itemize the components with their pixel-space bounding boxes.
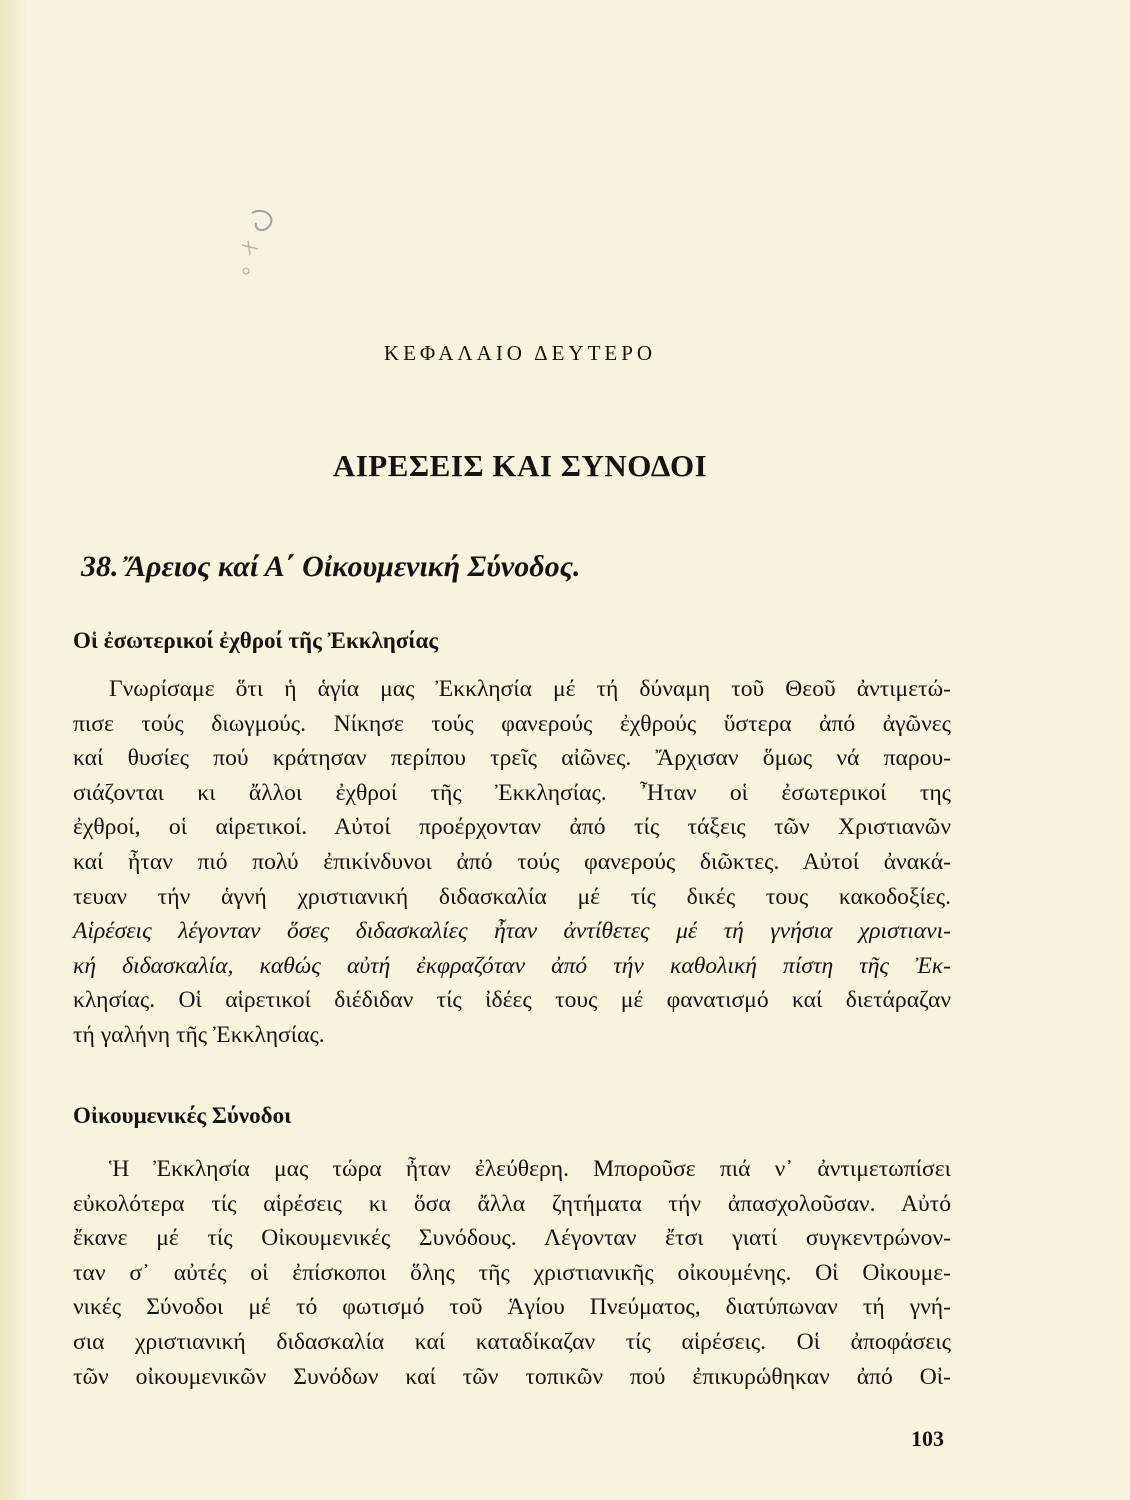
page-number: 103 [911,1426,944,1451]
text-line: κλησίας. Οἱ αἱρετικοί διέδιδαν τίς ἰδέες τους μέ φανατισμό καί διετάραζαν [73,987,951,1014]
text-line: ταν σ᾽ αὐτές οἱ ἐπίσκοποι ὅλης τῆς χριστιανικῆς οἰκουμένης. Οἱ Οἰκουμε- [73,1259,951,1286]
text-line: Γνωρίσαμε ὅτι ἡ ἁγία μας Ἐκκλησία μέ τή δύναμη τοῦ Θεοῦ ἀντιμετώ- [109,676,951,702]
section-heading: 38. Ἄρειος καί Α΄ Οἰκουμενική Σύνοδος. [81,550,581,583]
page-gutter-shadow [0,0,28,1500]
text-line: τευαν τήν ἁγνή χριστιανική διδασκαλία μέ τίς δικές τους κακοδοξίες. [73,883,951,910]
text-line-italic: Αἱρέσεις λέγονταν ὅσες διδασκαλίες ἦταν ἀντίθετες μέ τή γνήσια χριστιανι- [73,918,951,945]
text-line: πισε τούς διωγμούς. Νίκησε τούς φανερούς ἐχθρούς ὕστερα ἀπό ἀγῶνες [73,710,951,737]
subsection-heading-ecumenical-councils: Οἰκουμενικές Σύνοδοι [73,1103,292,1128]
paragraph-ecumenical-councils [73,1152,951,1394]
text-line: σιάζονται κι ἄλλοι ἐχθροί τῆς Ἐκκλησίας. Ἦταν οἱ ἐσωτερικοί της [73,779,951,806]
ink-mark-decoration [232,205,282,275]
text-line-italic: κή διδασκαλία, καθώς αὐτή ἐκφραζόταν ἀπό τήν καθολική πίστη τῆς Ἐκ- [73,952,951,979]
text-line: τῶν οἰκουμενικῶν Συνόδων καί τῶν τοπικῶν πού ἐπικυρώθηκαν ἀπό Οἰ- [73,1363,951,1390]
text-line: ἔκανε μέ τίς Οἰκουμενικές Συνόδους. Λέγονταν ἔτσι γιατί συγκεντρώνον- [73,1225,951,1252]
text-line: καί θυσίες πού κράτησαν περίπου τρεῖς αἰῶνες. Ἄρχισαν ὅμως νά παρου- [73,745,951,772]
chapter-title: ΑΙΡΕΣΕΙΣ ΚΑΙ ΣΥΝΟΔΟΙ [332,448,708,483]
subsection-heading-internal-enemies: Οἱ ἐσωτερικοί ἐχθροί τῆς Ἐκκλησίας [73,628,439,653]
text-line: τή γαλήνη τῆς Ἐκκλησίας. [73,1021,325,1048]
text-line: σια χριστιανική διδασκαλία καί καταδίκαζαν τίς αἱρέσεις. Οἱ ἀποφάσεις [73,1328,951,1355]
paragraph-internal-enemies [73,672,951,1053]
text-line: καί ἦταν πιό πολύ ἐπικίνδυνοι ἀπό τούς φανερούς διῶκτες. Αὐτοί ἀνακά- [73,848,951,875]
text-line: νικές Σύνοδοι μέ τό φωτισμό τοῦ Ἁγίου Πνεύματος, διατύπωναν τή γνή- [73,1294,951,1321]
text-line: εὐκολότερα τίς αἱρέσεις κι ὅσα ἄλλα ζητήματα τήν ἀπασχολοῦσαν. Αὐτό [73,1190,951,1217]
chapter-label: ΚΕΦΑΛΑΙΟ ΔΕΥΤΕΡΟ [383,341,657,365]
text-line: ἐχθροί, οἱ αἱρετικοί. Αὐτοί προέρχονταν ἀπό τίς τάξεις τῶν Χριστιανῶν [73,814,951,841]
text-line: Ἡ Ἐκκλησία μας τώρα ἦταν ἐλεύθερη. Μποροῦσε πιά ν᾽ ἀντιμετωπίσει [109,1156,951,1182]
